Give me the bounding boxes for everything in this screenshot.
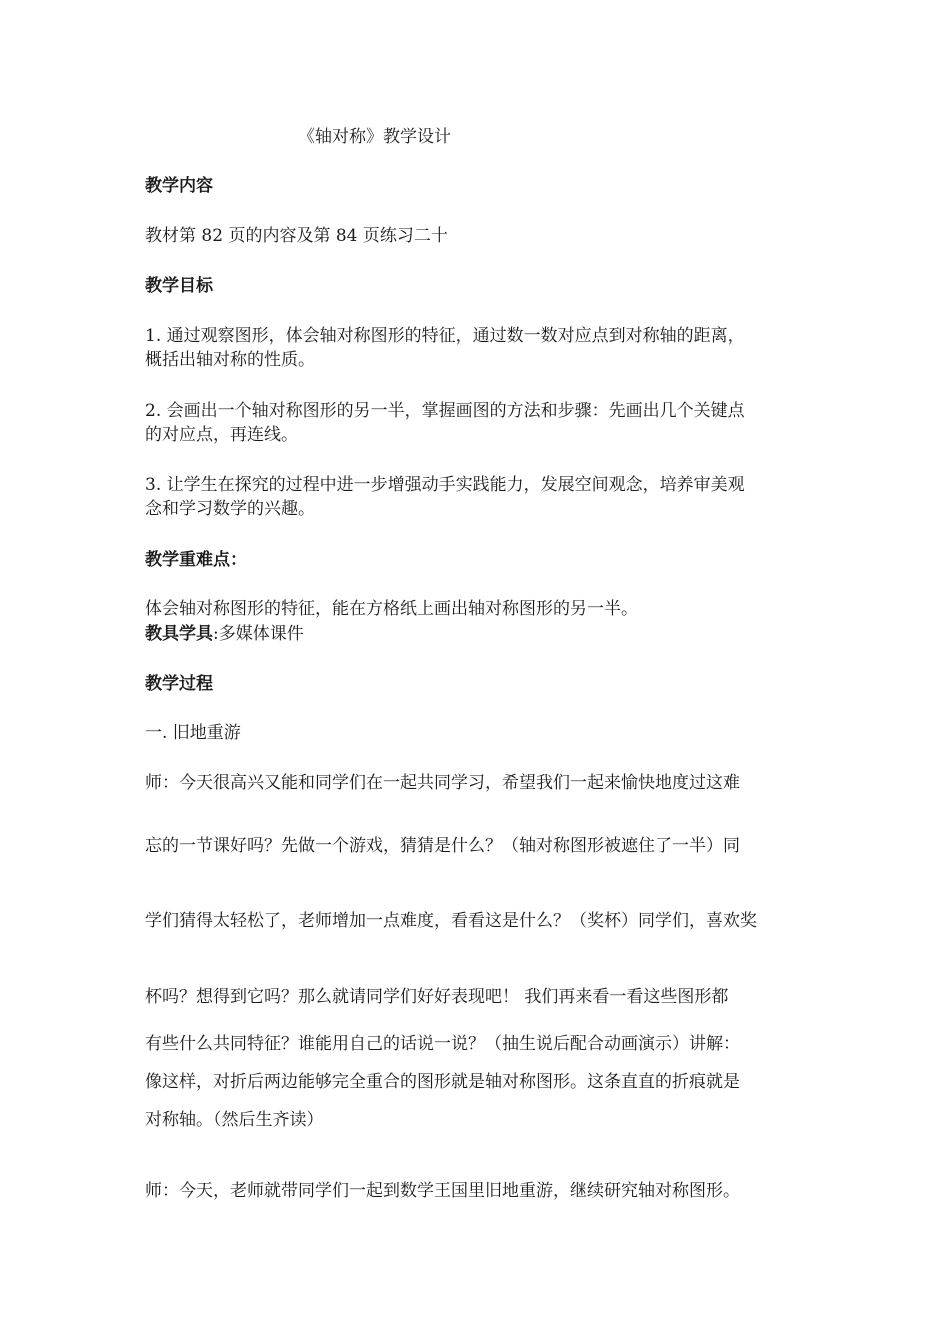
paragraph-1-line-5: 有些什么共同特征？谁能用自己的话说一说？（抽生说后配合动画演示）讲解： — [145, 1034, 740, 1054]
paragraph-1-line-1: 师：今天很高兴又能和同学们在一起共同学习，希望我们一起来愉快地度过这难 — [145, 773, 740, 793]
key-points-heading: 教学重难点： — [145, 550, 247, 570]
tools-label: 教具学具 — [145, 624, 213, 644]
paragraph-2-line-1: 师：今天，老师就带同学们一起到数学王国里旧地重游，继续研究轴对称图形。 — [145, 1181, 740, 1201]
goal-1-line-1: 1. 通过观察图形，体会轴对称图形的特征，通过数一数对应点到对称轴的距离， — [145, 326, 745, 346]
goal-2-line-2: 的对应点，再连线。 — [145, 425, 298, 445]
document-title: 《轴对称》教学设计 — [298, 127, 451, 147]
goal-3-line-2: 念和学习数学的兴趣。 — [145, 499, 315, 519]
content-heading: 教学内容 — [145, 176, 213, 196]
key-points-text: 体会轴对称图形的特征，能在方格纸上画出轴对称图形的另一半。 — [145, 599, 638, 619]
paragraph-1-line-3: 学们猜得太轻松了，老师增加一点难度，看看这是什么？（奖杯）同学们，喜欢奖 — [145, 911, 757, 931]
paragraph-1-line-4: 杯吗？想得到它吗？那么就请同学们好好表现吧！ 我们再来看一看这些图形都 — [145, 987, 729, 1007]
paragraph-1-line-6: 像这样，对折后两边能够完全重合的图形就是轴对称图形。这条直直的折痕就是 — [145, 1072, 740, 1092]
content-text: 教材第 82 页的内容及第 84 页练习二十 — [145, 226, 448, 246]
section-1-heading: 一. 旧地重游 — [145, 723, 241, 743]
paragraph-1-line-2: 忘的一节课好吗？先做一个游戏，猜猜是什么？（轴对称图形被遮住了一半）同 — [145, 836, 740, 856]
goal-3-line-1: 3. 让学生在探究的过程中进一步增强动手实践能力，发展空间观念，培养审美观 — [145, 475, 745, 495]
goal-1-line-2: 概括出轴对称的性质。 — [145, 350, 315, 370]
tools-line — [145, 622, 810, 646]
process-heading: 教学过程 — [145, 674, 213, 694]
paragraph-1-line-7: 对称轴。（然后生齐读） — [145, 1110, 324, 1130]
tools-text: :多媒体课件 — [213, 624, 304, 644]
goals-heading: 教学目标 — [145, 276, 213, 296]
goal-2-line-1: 2. 会画出一个轴对称图形的另一半，掌握画图的方法和步骤：先画出几个关键点 — [145, 401, 745, 421]
